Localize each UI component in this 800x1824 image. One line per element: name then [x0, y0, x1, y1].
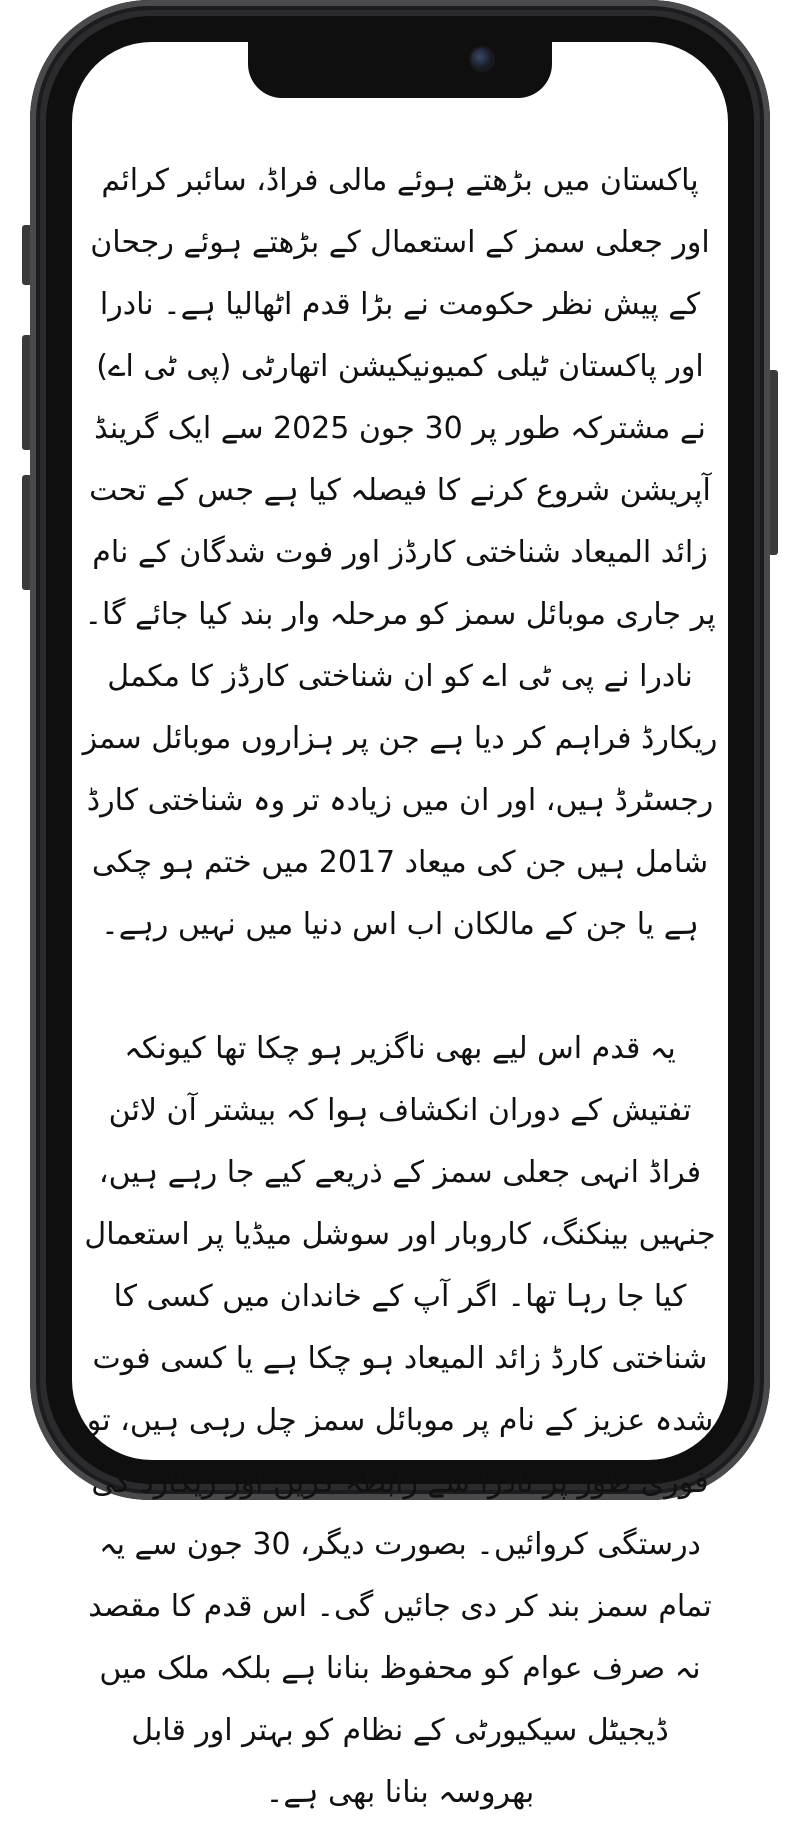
front-camera-icon: [471, 48, 493, 70]
article-paragraph-2: یہ قدم اس لیے بھی ناگزیر ہو چکا تھا کیونکہ تفتیش کے دوران انکشاف ہوا کہ بیشتر آن لائن فراڈ انہی جعلی سمز کے ذریعے کیے جا رہے ہیں، جنہیں بینکنگ، کاروبار اور سوشل میڈیا پر استعمال کیا جا رہا تھا۔ اگر آپ کے خاندان میں کسی کا شناختی کارڈ زائد المیعاد ہو چکا ہے یا کسی فوت شدہ عزیز کے نام پر موبائل سمز چل رہی ہیں، تو فوری طور پر نادرا سے رابطہ کریں اور ریکارڈ کی درستگی کروائیں۔ بصورت دیگر، 30 جون سے یہ تمام سمز بند کر دی جائیں گی۔ اس قدم کا مقصد نہ صرف عوام کو محفوظ بنانا ہے بلکہ ملک میں ڈیجیٹل سیکیورٹی کے نظام کو بہتر اور قابل بھروسہ بنانا بھی ہے۔: [84, 1031, 716, 1810]
phone-notch: [248, 42, 552, 98]
article-paragraph-1: پاکستان میں بڑھتے ہوئے مالی فراڈ، سائبر کرائم اور جعلی سمز کے استعمال کے بڑھتے ہوئے رجحان کے پیش نظر حکومت نے بڑا قدم اٹھالیا ہے۔ نادرا اور پاکستان ٹیلی کمیونیکیشن اتھارٹی (پی ٹی اے) نے مشترکہ طور پر 30 جون 2025 سے ایک گرینڈ آپریشن شروع کرنے کا فیصلہ کیا ہے جس کے تحت زائد المیعاد شناختی کارڈز اور فوت شدگان کے نام پر جاری موبائل سمز کو مرحلہ وار بند کیا جائے گا۔ نادرا نے پی ٹی اے کو ان شناختی کارڈز کا مکمل ریکارڈ فراہم کر دیا ہے جن پر ہزاروں موبائل سمز رجسٹرڈ ہیں، اور ان میں زیادہ تر وہ شناختی کارڈ شامل ہیں جن کی میعاد 2017 میں ختم ہو چکی ہے یا جن کے مالکان اب اس دنیا میں نہیں رہے۔: [82, 163, 718, 942]
article-body: [80, 150, 720, 1824]
